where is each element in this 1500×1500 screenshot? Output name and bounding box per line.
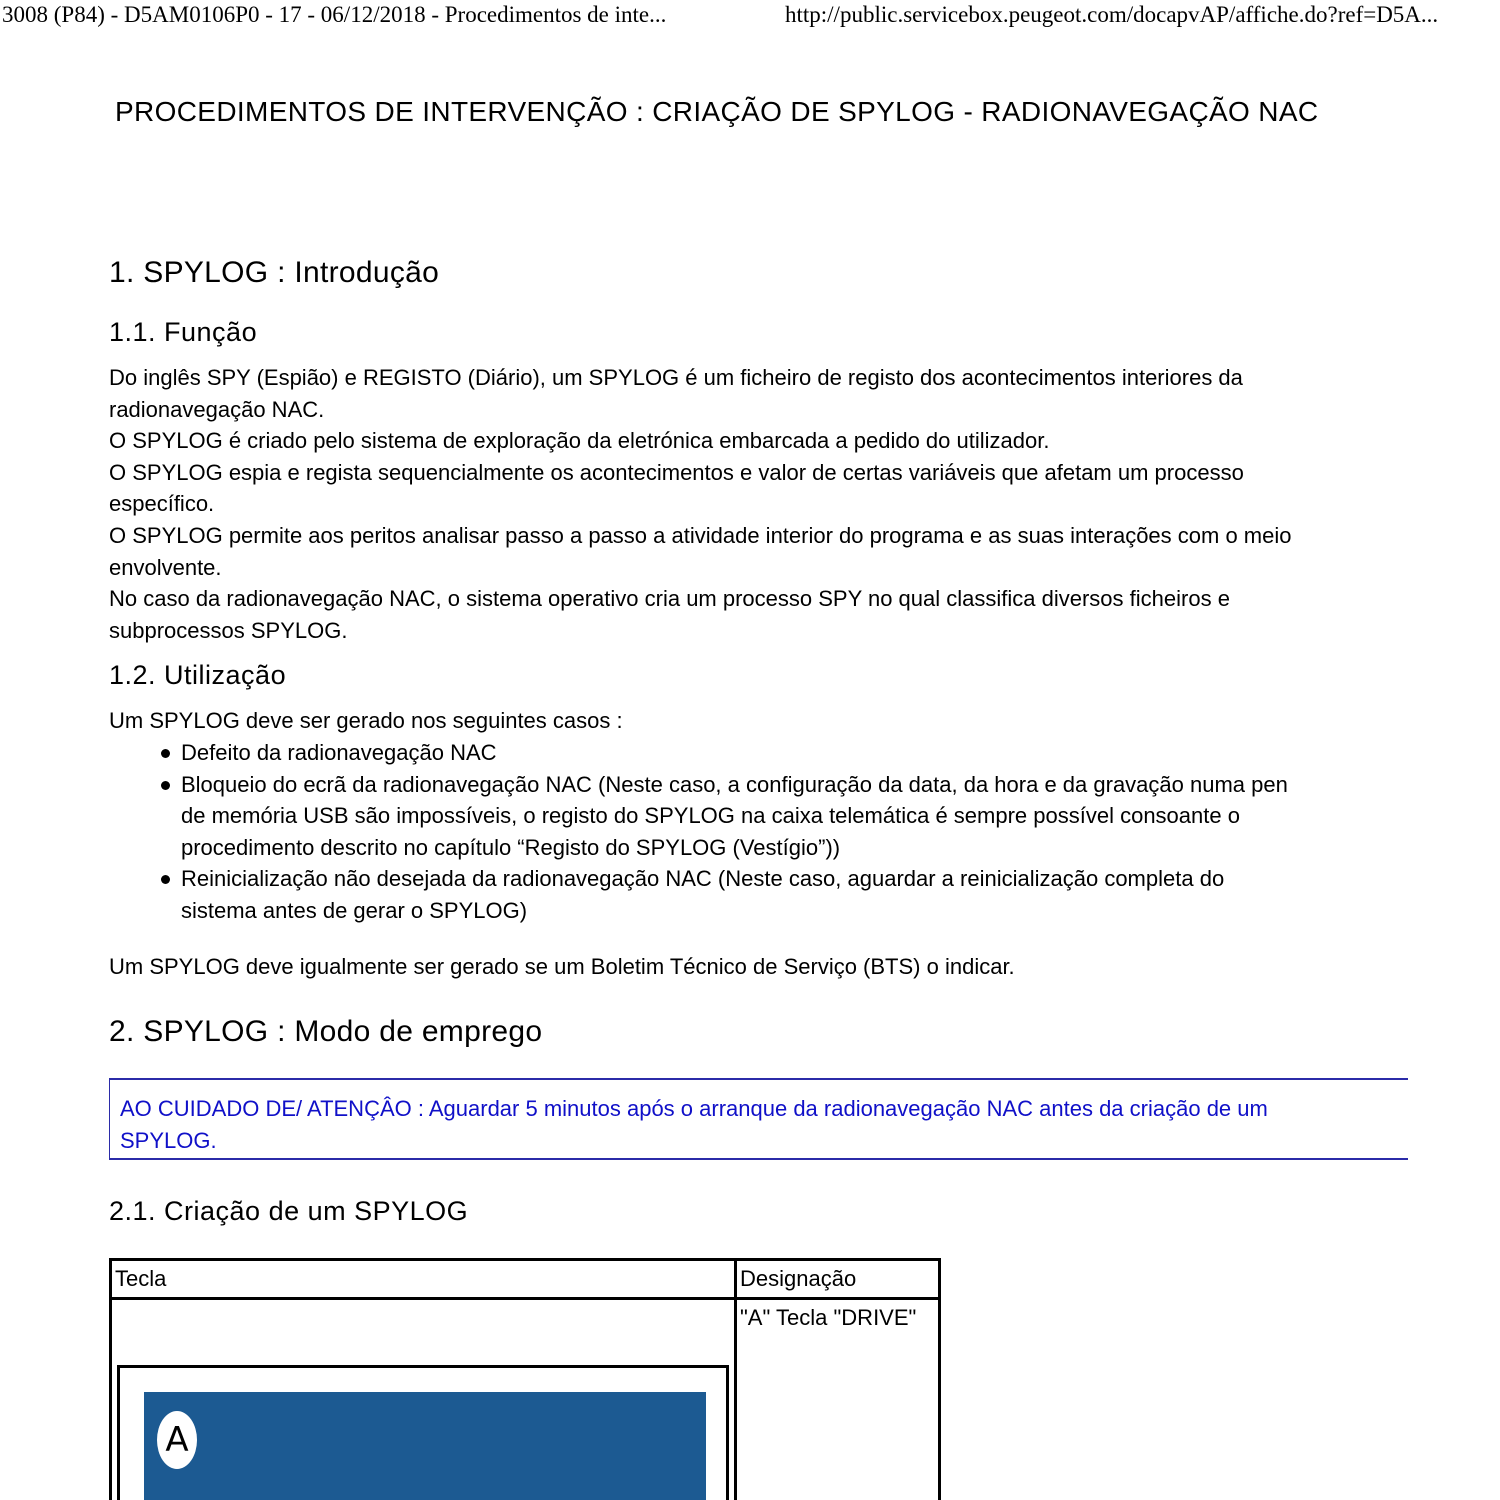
usage-case-item [161, 863, 1288, 926]
function-line: O SPYLOG espia e regista sequencialmente os acontecimentos e valor de certas variáveis que afetam um processo [109, 459, 1244, 485]
print-header-doc-ref: 3008 (P84) - D5AM0106P0 - 17 - 06/12/2018 - Procedimentos de inte... [2, 2, 667, 27]
usage-case-line: Defeito da radionavegação NAC [181, 740, 497, 765]
print-header-url: http://public.servicebox.peugeot.com/docapvAP/affiche.do?ref=D5A... [785, 2, 1439, 27]
document-title: PROCEDIMENTOS DE INTERVENÇÃO : CRIAÇÃO DE SPYLOG - RADIONAVEGAÇÃO NAC [115, 96, 1319, 127]
column-header-designation: Designação [736, 1260, 940, 1299]
drive-key-photo [144, 1392, 706, 1500]
usage-outro: Um SPYLOG deve igualmente ser gerado se um Boletim Técnico de Serviço (BTS) o indicar. [109, 954, 1015, 979]
keys-table [109, 1258, 941, 1500]
function-line: O SPYLOG é criado pelo sistema de exploração da eletrónica embarcada a pedido do utilizador. [109, 428, 1050, 454]
function-line: específico. [109, 491, 215, 517]
warning-box [109, 1078, 1408, 1160]
usage-case-item [161, 769, 1288, 864]
key-figure-frame [117, 1365, 729, 1500]
subsection-2-1-heading: 2.1. Criação de um SPYLOG [109, 1196, 469, 1226]
function-line: subprocessos SPYLOG. [109, 617, 348, 643]
warning-line: AO CUIDADO DE/ ATENÇÂO : Aguardar 5 minutos após o arranque da radionavegação NAC antes da criação de um [120, 1096, 1268, 1121]
designation-cell: "A" Tecla "DRIVE" [736, 1299, 940, 1500]
table-header-row [111, 1260, 940, 1299]
warning-line: SPYLOG. [120, 1127, 217, 1153]
usage-case-item [161, 737, 1288, 769]
table-row [111, 1299, 940, 1500]
usage-case-line: Reinicialização não desejada da radionavegação NAC (Neste caso, aguardar a reinicialização completa do [181, 866, 1225, 892]
function-line: O SPYLOG permite aos peritos analisar passo a passo a atividade interior do programa e as suas interações com o meio [109, 522, 1292, 548]
usage-case-line: de memória USB são impossíveis, o registo do SPYLOG na caixa telemática é sempre possível consoante o [181, 803, 1240, 829]
function-line: Do inglês SPY (Espião) e REGISTO (Diário), um SPYLOG é um ficheiro de registo dos acontecimentos interiores da [109, 365, 1243, 390]
callout-a-badge: A [157, 1411, 197, 1469]
usage-case-list [161, 737, 1288, 927]
usage-intro: Um SPYLOG deve ser gerado nos seguintes casos : [109, 708, 623, 733]
key-image-cell [111, 1299, 736, 1500]
subsection-1-1-heading: 1.1. Função [109, 317, 258, 347]
bullet-icon [161, 749, 170, 758]
subsection-1-2-heading: 1.2. Utilização [109, 660, 287, 690]
bullet-icon [161, 875, 170, 884]
bullet-icon [161, 781, 170, 790]
section-1-heading: 1. SPYLOG : Introdução [109, 256, 440, 289]
function-line: radionavegação NAC. [109, 396, 325, 422]
function-line: envolvente. [109, 554, 222, 580]
usage-case-line: sistema antes de gerar o SPYLOG) [181, 897, 528, 923]
document-page [109, 0, 1408, 1500]
function-line: No caso da radionavegação NAC, o sistema operativo cria um processo SPY no qual classifica diversos ficheiros e [109, 586, 1230, 612]
function-paragraph [109, 362, 1292, 646]
column-header-key: Tecla [111, 1260, 736, 1299]
usage-case-line: procedimento descrito no capítulo “Registo do SPYLOG (Vestígio”)) [181, 834, 841, 860]
section-2-heading: 2. SPYLOG : Modo de emprego [109, 1015, 543, 1048]
usage-case-line: Bloqueio do ecrã da radionavegação NAC (Neste caso, a configuração da data, da hora e da gravação numa pen [181, 771, 1288, 797]
